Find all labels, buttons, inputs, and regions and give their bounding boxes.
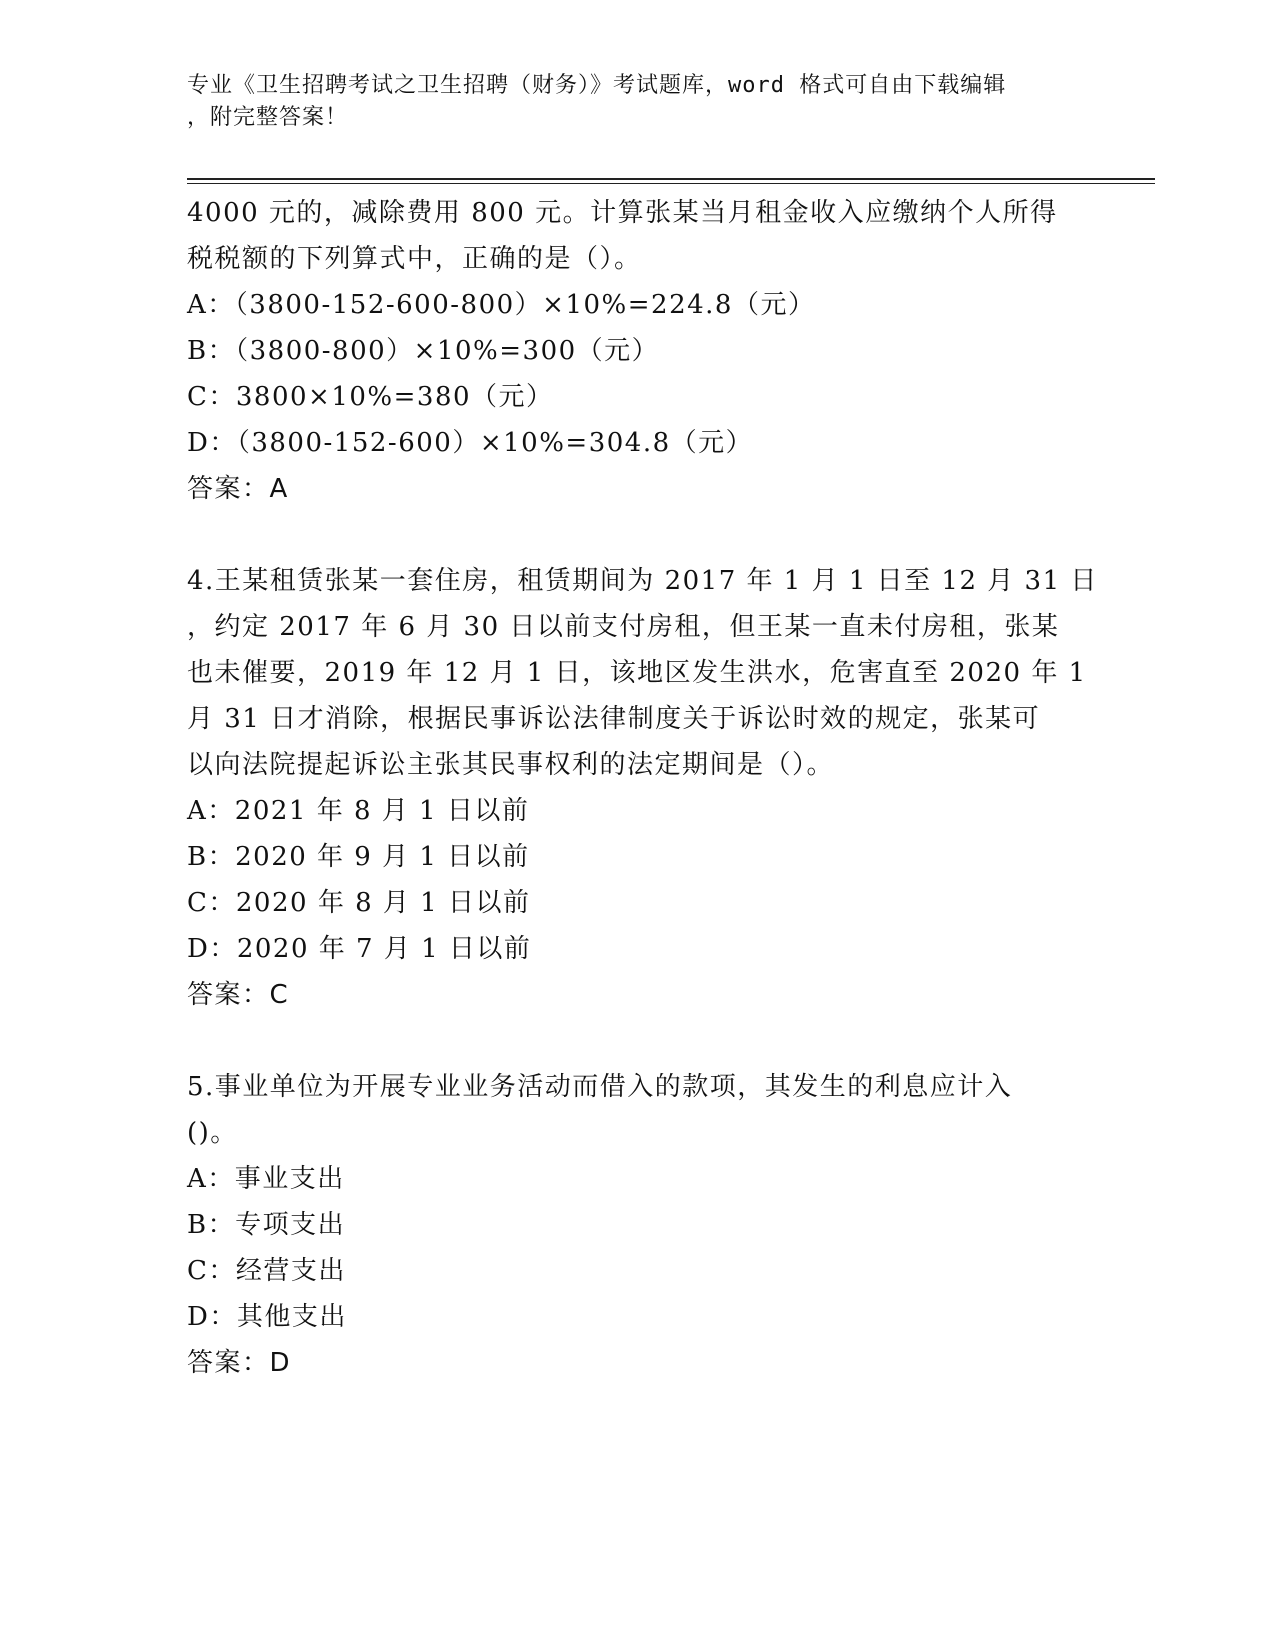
option-c: C：2020 年 8 月 1 日以前 xyxy=(187,888,531,918)
question-stem-line: 税税额的下列算式中，正确的是（）。 xyxy=(187,244,642,274)
option-a: A：事业支出 xyxy=(187,1164,345,1194)
question-stem-line: 以向法院提起诉讼主张其民事权利的法定期间是（）。 xyxy=(187,750,835,780)
option-d: D：2020 年 7 月 1 日以前 xyxy=(187,934,532,964)
question-stem-line: ，约定 2017 年 6 月 30 日以前支付房租，但王某一直未付房租，张某 xyxy=(187,612,1060,642)
question-stem-line: 4.王某租赁张某一套住房，租赁期间为 2017 年 1 月 1 日至 12 月 31 日 xyxy=(187,566,1098,596)
question-stem-line: 月 31 日才消除，根据民事诉讼法律制度关于诉讼时效的规定，张某可 xyxy=(187,704,1041,734)
answer-label: 答案：C xyxy=(187,980,290,1010)
question-stem-line: ()。 xyxy=(187,1118,238,1148)
document-header xyxy=(187,70,1067,134)
question-list xyxy=(187,190,1098,1386)
option-b: B：专项支出 xyxy=(187,1210,346,1240)
option-d: D：其他支出 xyxy=(187,1302,347,1332)
option-b: B：2020 年 9 月 1 日以前 xyxy=(187,842,530,872)
header-title-line-2: ，附完整答案！ xyxy=(187,105,349,130)
spacer xyxy=(187,512,1087,558)
question-stem-line: 4000 元的，减除费用 800 元。计算张某当月租金收入应缴纳个人所得 xyxy=(187,198,1058,228)
option-d: D：（3800-152-600）×10%=304.8（元） xyxy=(187,428,754,458)
question-stem-line: 5.事业单位为开展专业业务活动而借入的款项，其发生的利息应计入 xyxy=(187,1072,1013,1102)
answer-label: 答案：D xyxy=(187,1348,292,1378)
option-b: B：（3800-800）×10%=300（元） xyxy=(187,336,660,366)
header-divider-thick xyxy=(187,178,1155,180)
option-a: A：（3800-152-600-800）×10%=224.8（元） xyxy=(187,290,816,320)
question-5 xyxy=(187,1064,1087,1386)
spacer xyxy=(187,1018,1087,1064)
question-4 xyxy=(187,558,1098,1018)
option-c: C：3800×10%=380（元） xyxy=(187,382,554,412)
question-3 xyxy=(187,190,1087,512)
question-stem-line: 也未催要，2019 年 12 月 1 日，该地区发生洪水，危害直至 2020 年 1 xyxy=(187,658,1087,688)
option-c: C：经营支出 xyxy=(187,1256,346,1286)
answer-label: 答案：A xyxy=(187,474,289,504)
header-divider-thin xyxy=(187,183,1155,184)
header-title-line-1: 专业《卫生招聘考试之卫生招聘（财务）》考试题库，word 格式可自由下载编辑 xyxy=(187,73,1007,98)
option-a: A：2021 年 8 月 1 日以前 xyxy=(187,796,530,826)
